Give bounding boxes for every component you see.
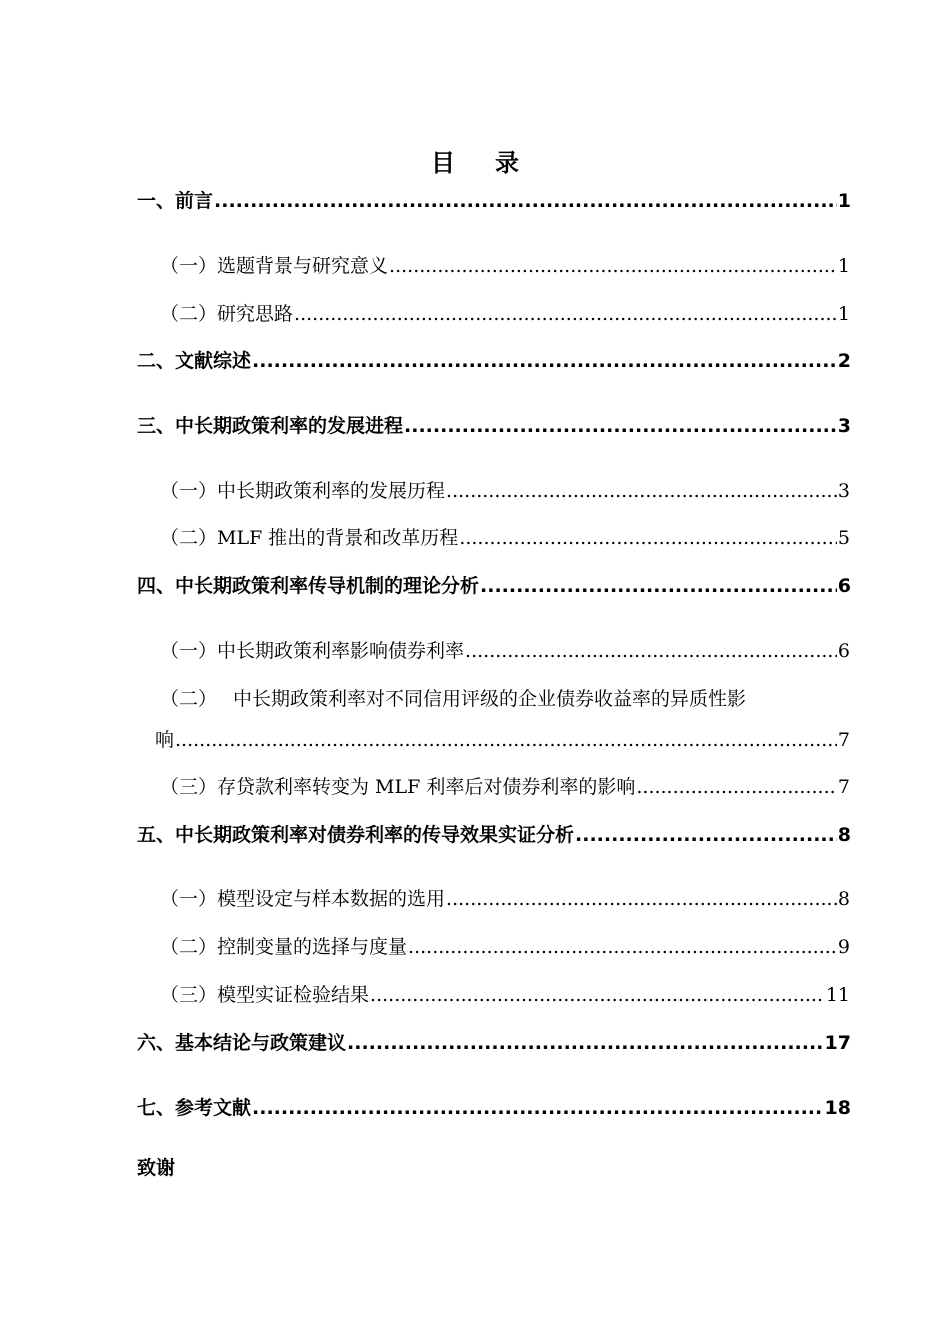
toc-leader-dots [446,884,837,914]
toc-entry-text: 前言 [175,190,214,212]
toc-leader-dots [404,411,837,441]
toc-leader-dots [636,772,837,802]
toc-entry-5[interactable] [0,820,950,850]
toc-entry-text: 中长期政策利率影响债券利率 [217,640,465,662]
toc-entry-2[interactable] [0,346,950,376]
toc-entry-number: （三） [160,984,218,1006]
toc-page-number: 7 [837,729,850,751]
toc-entry-5-1[interactable] [0,884,950,914]
toc-page-number: 8 [837,888,850,910]
toc-entry-text: 文献综述 [175,350,252,372]
toc-page-number: 1 [837,255,850,277]
toc-entry-number: （二） [160,527,218,549]
toc-entry-4-2[interactable] [0,684,950,760]
toc-page-number: 8 [837,824,851,846]
toc-page-number: 7 [837,776,850,798]
toc-entry-text: 中长期政策利率传导机制的理论分析 [175,575,480,597]
toc-entry-5-2[interactable] [0,932,950,962]
toc-entry-number: 三、 [137,415,176,437]
toc-entry-text: 中长期政策利率的发展历程 [217,480,446,502]
toc-entry-text: 致谢 [137,1157,176,1179]
toc-entry-text: 中长期政策利率对债券利率的传导效果实证分析 [175,824,575,846]
toc-page-number: 3 [837,480,850,502]
toc-page-number: 17 [824,1032,851,1054]
toc-leader-dots [459,523,837,553]
toc-page-number: 2 [837,350,851,372]
toc-entry-3-2[interactable] [0,523,950,553]
toc-entry-text: 选题背景与研究意义 [217,255,389,277]
toc-entry-text: 基本结论与政策建议 [175,1032,347,1054]
toc-entry-4-1[interactable] [0,636,950,666]
toc-entry-text: 中长期政策利率的发展进程 [175,415,404,437]
toc-entry-number: （二） [160,688,218,710]
toc-page-number: 6 [837,640,850,662]
toc-entry-4-3[interactable] [0,772,950,802]
toc-leader-dots [252,1093,824,1123]
toc-entry-6[interactable] [0,1028,950,1058]
toc-leader-dots [175,725,837,755]
toc-entry-text: 控制变量的选择与度量 [217,936,408,958]
toc-entry-text: 存贷款利率转变为 MLF 利率后对债券利率的影响 [217,776,636,798]
toc-title-char-1: 目 [431,149,455,177]
toc-page-number: 9 [837,936,850,958]
toc-entry-number: （三） [160,776,218,798]
toc-entry-3[interactable] [0,411,950,441]
toc-leader-dots [294,299,837,329]
toc-title-char-2: 录 [495,149,519,177]
toc-leader-dots [347,1028,824,1058]
toc-leader-dots [408,932,837,962]
toc-entry-number: 七、 [137,1097,176,1119]
toc-leader-dots [252,346,837,376]
toc-entry-number: 五、 [137,824,176,846]
toc-entry-text: 模型实证检验结果 [217,984,370,1006]
toc-entry-number: 二、 [137,350,176,372]
toc-page-number: 5 [837,527,850,549]
toc-entry-number: 六、 [137,1032,176,1054]
toc-leader-dots [370,980,825,1010]
toc-entry-acknowledgement[interactable] [137,1153,175,1183]
toc-entry-7[interactable] [0,1093,950,1123]
toc-entry-5-3[interactable] [0,980,950,1010]
toc-page-number: 6 [837,575,851,597]
toc-page-number: 18 [824,1097,851,1119]
toc-entry-text: 模型设定与样本数据的选用 [217,888,446,910]
toc-entry-1-1[interactable] [0,251,950,281]
toc-leader-dots [389,251,837,281]
toc-leader-dots [214,186,837,216]
toc-entry-number: （一） [160,640,218,662]
toc-page-number: 1 [837,190,851,212]
toc-leader-dots [480,571,837,601]
toc-entry-number: （二） [160,303,218,325]
toc-entry-number: （二） [160,936,218,958]
toc-entry-number: 一、 [137,190,176,212]
toc-page-number: 3 [837,415,851,437]
toc-page-number: 11 [825,984,850,1006]
toc-entry-1-2[interactable] [0,299,950,329]
toc-page-number: 1 [837,303,850,325]
toc-entry-text: 中长期政策利率对不同信用评级的企业债券收益率的异质性影 [233,688,747,710]
toc-entry-4[interactable] [0,571,950,601]
toc-entry-text: MLF 推出的背景和改革历程 [217,527,459,549]
toc-leader-dots [446,476,837,506]
toc-title [0,146,950,180]
toc-entry-3-1[interactable] [0,476,950,506]
toc-leader-dots [465,636,837,666]
toc-leader-dots [575,820,837,850]
toc-entry-number: （一） [160,480,218,502]
toc-entry-text: 参考文献 [175,1097,252,1119]
toc-entry-text-continued: 响 [155,729,175,751]
toc-entry-number: 四、 [137,575,176,597]
toc-entry-1[interactable] [0,186,950,216]
toc-entry-number: （一） [160,255,218,277]
toc-entry-text: 研究思路 [217,303,294,325]
toc-entry-number: （一） [160,888,218,910]
